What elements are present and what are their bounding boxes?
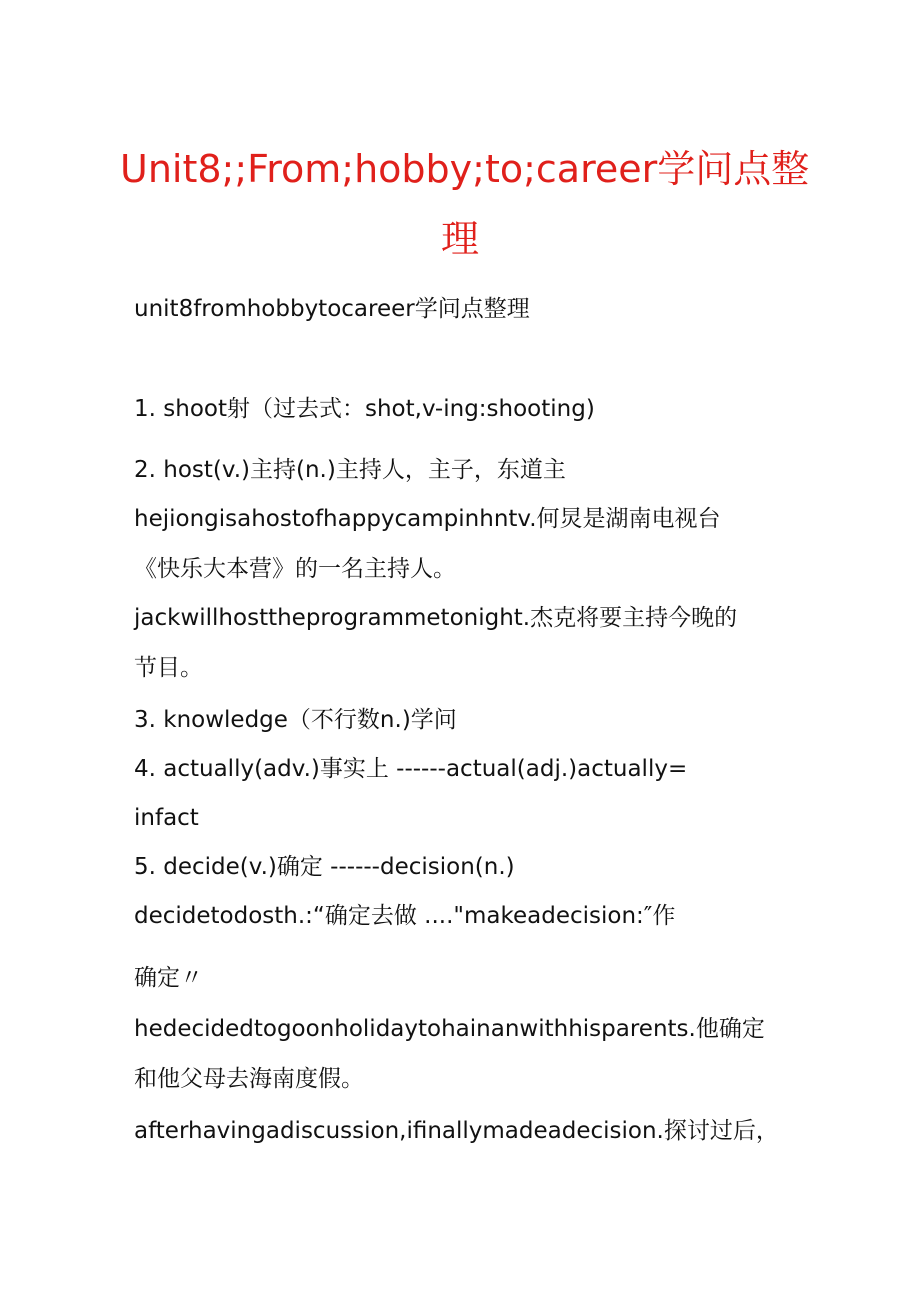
list-item-4-continued: infact <box>134 805 199 831</box>
example-sentence: 和他父母去海南度假。 <box>134 1066 364 1092</box>
example-sentence: hedecidedtogoonholidaytohainanwithhisparents.他确定 <box>134 1016 765 1042</box>
usage-note: decidetodosth.:“确定去做 ...."makeadecision:″作 <box>134 903 676 929</box>
example-sentence: jackwillhosttheprogrammetonight.杰克将要主持今晚的 <box>134 605 738 631</box>
document-subtitle: unit8fromhobbytocareer学问点整理 <box>134 296 530 322</box>
list-item-1: 1. shoot射（过去式：shot,v-ing:shooting) <box>134 396 595 422</box>
list-item-2: 2. host(v.)主持(n.)主持人，主子，东道主 <box>134 457 566 483</box>
example-sentence: 《快乐大本营》的一名主持人。 <box>134 556 456 582</box>
example-sentence: afterhavingadiscussion,ifinallymadeadecision.探讨过后， <box>134 1118 779 1144</box>
usage-note-continued: 确定〃 <box>134 965 203 991</box>
example-sentence: hejiongisahostofhappycampinhntv.何炅是湖南电视台 <box>134 506 721 532</box>
list-item-4: 4. actually(adv.)事实上 ------actual(adj.)actually= <box>134 756 688 782</box>
document-title-line-2: 理 <box>440 217 479 261</box>
document-title-line-1: Unit8;;From;hobby;to;career学问点整 <box>120 147 810 191</box>
list-item-5: 5. decide(v.)确定 ------decision(n.) <box>134 854 515 880</box>
list-item-3: 3. knowledge（不行数n.)学问 <box>134 707 457 733</box>
example-sentence: 节目。 <box>134 655 203 681</box>
